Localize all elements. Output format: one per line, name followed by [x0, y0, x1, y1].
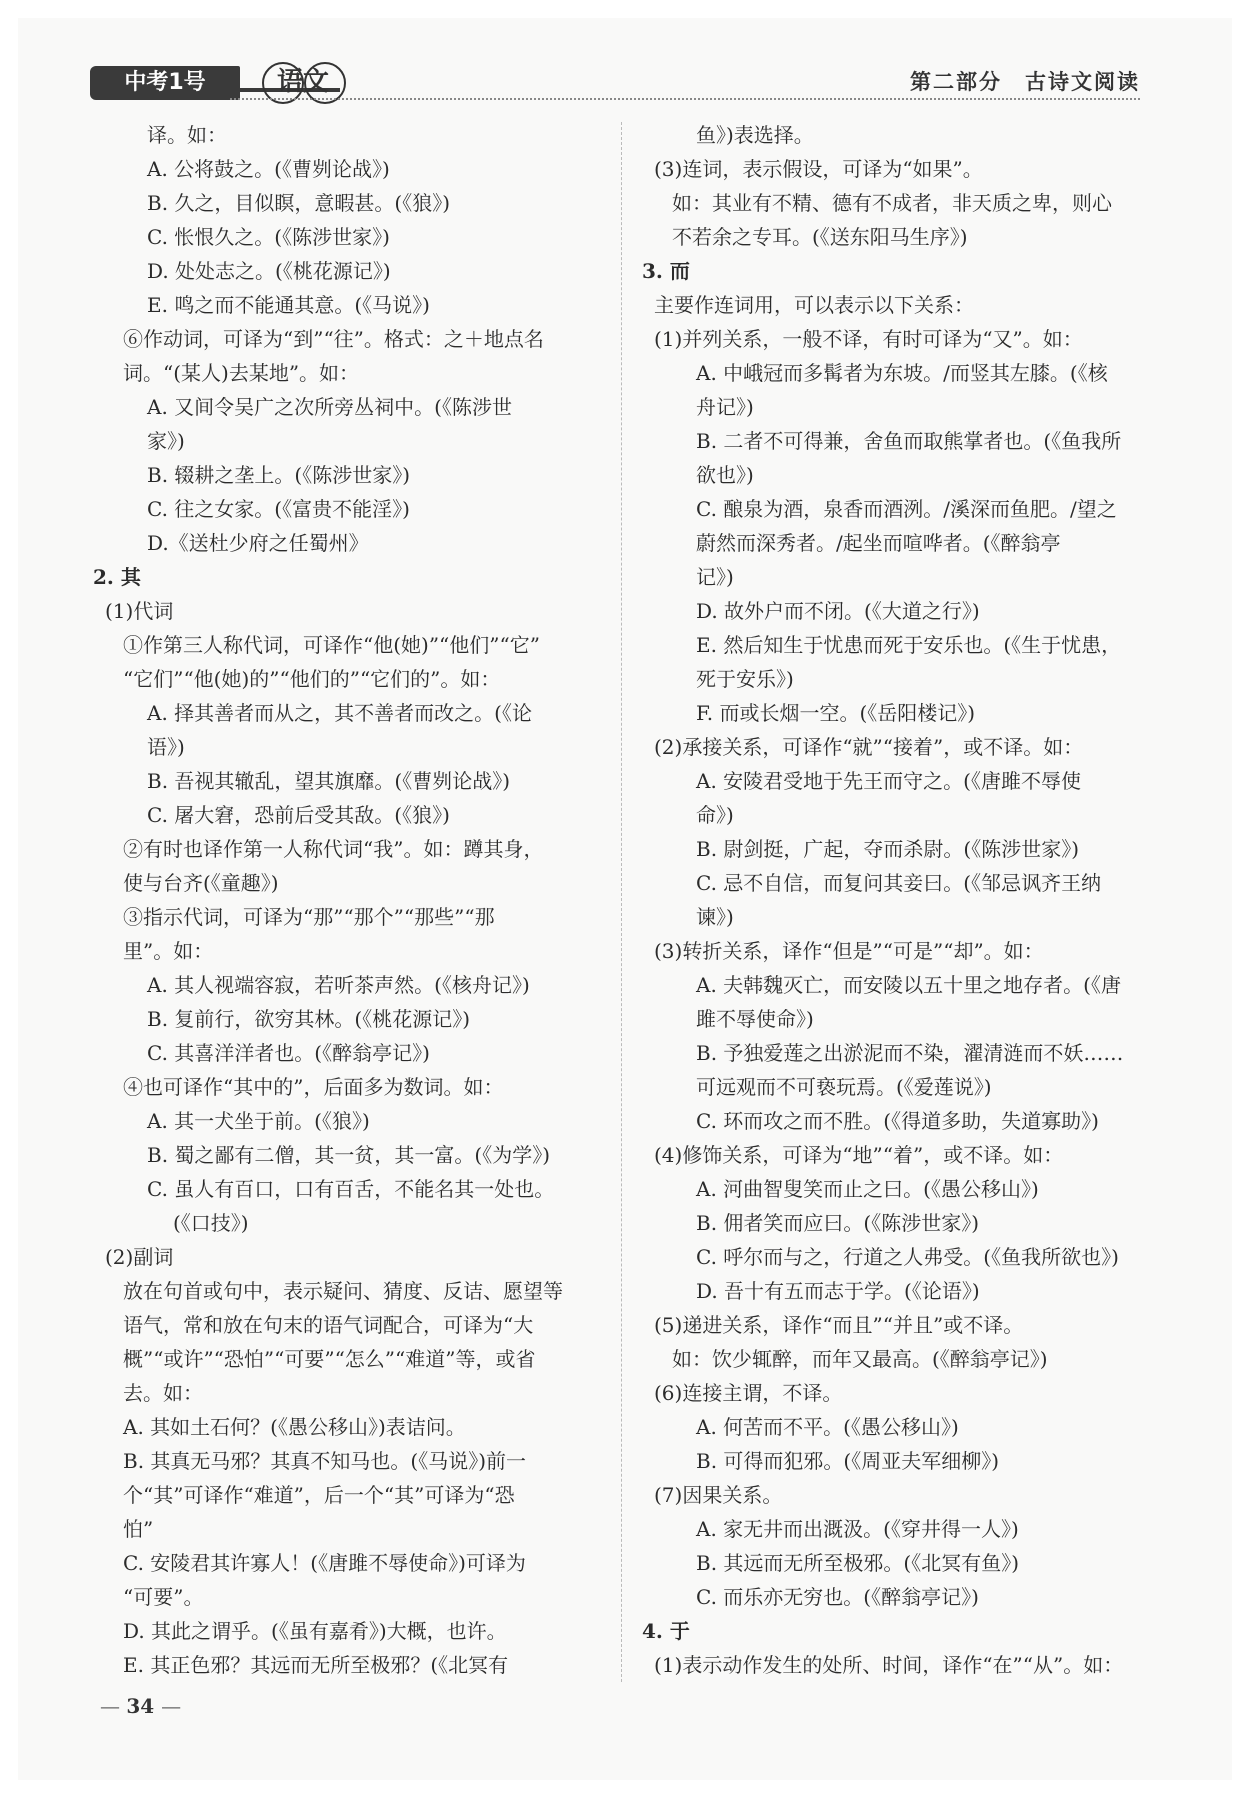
text-line: E. 然后知生于忧患而死于安乐也。(《生于忧患，	[696, 633, 1122, 657]
text-line: 蔚然而深秀者。/起坐而喧哗者。(《醉翁亭	[696, 531, 1061, 555]
text-line: A. 择其善者而从之，其不善者而改之。(《论	[147, 701, 532, 725]
header-dotted-rule	[230, 98, 1140, 100]
text-line: D. 其此之谓乎。(《虽有嘉肴》)大概，也许。	[123, 1619, 507, 1643]
text-line: C. 环而攻之而不胜。(《得道多助，失道寡助》)	[696, 1109, 1099, 1133]
text-line: 3. 而	[642, 259, 690, 283]
text-line: “可要”。	[123, 1585, 204, 1609]
text-line: B. 二者不可得兼，舍鱼而取熊掌者也。(《鱼我所	[696, 429, 1122, 453]
footer-dash: —	[100, 1694, 127, 1718]
column-divider	[621, 122, 622, 1682]
text-line: B. 复前行，欲穷其林。(《桃花源记》)	[147, 1007, 471, 1031]
text-line: (《口技》)	[173, 1211, 249, 1235]
page-header	[90, 60, 1140, 110]
text-line: ③指示代词，可译为“那”“那个”“那些”“那	[123, 905, 495, 929]
text-line: 雎不辱使命》)	[696, 1007, 814, 1031]
text-line: E. 其正色邪？其远而无所至极邪？(《北冥有	[123, 1653, 509, 1677]
text-line: 不若余之专耳。(《送东阳马生序》)	[672, 225, 968, 249]
text-line: B. 其远而无所至极邪。(《北冥有鱼》)	[696, 1551, 1020, 1575]
text-line: 2. 其	[93, 565, 141, 589]
text-line: 使与台齐(《童趣》)	[123, 871, 279, 895]
text-line: B. 其真无马邪？其真不知马也。(《马说》)前一	[123, 1449, 527, 1473]
text-line: C. 而乐亦无穷也。(《醉翁亭记》)	[696, 1585, 979, 1609]
text-line: F. 而或长烟一空。(《岳阳楼记》)	[696, 701, 976, 725]
text-line: A. 家无井而出溉汲。(《穿井得一人》)	[696, 1517, 1019, 1541]
subject-title: 语文	[276, 67, 329, 97]
text-line: C. 屠大窘，恐前后受其敌。(《狼》)	[147, 803, 450, 827]
text-line: (3)转折关系，译作“但是”“可是”“却”。如：	[654, 939, 1044, 963]
text-line: 放在句首或句中，表示疑问、猜度、反诘、愿望等	[123, 1279, 563, 1303]
text-line: 主要作连词用，可以表示以下关系：	[654, 293, 974, 317]
text-line: C. 怅恨久之。(《陈涉世家》)	[147, 225, 390, 249]
text-line: A. 何苦而不平。(《愚公移山》)	[696, 1415, 959, 1439]
brand-label: 中考1号	[90, 66, 240, 100]
text-line: B. 辍耕之垄上。(《陈涉世家》)	[147, 463, 411, 487]
text-line: ⑥作动词，可译为“到”“往”。格式：之＋地点名	[123, 327, 544, 351]
text-line: 如：其业有不精、德有不成者，非天质之卑，则心	[672, 191, 1112, 215]
text-line: A. 其如土石何？(《愚公移山》)表诘问。	[123, 1415, 466, 1439]
text-line: (4)修饰关系，可译为“地”“着”，或不译。如：	[654, 1143, 1064, 1167]
text-line: 词。“(某人)去某地”。如：	[123, 361, 360, 385]
text-line: C. 安陵君其许寡人！(《唐雎不辱使命》)可译为	[123, 1551, 526, 1575]
text-line: D. 处处志之。(《桃花源记》)	[147, 259, 391, 283]
right-column	[642, 118, 1147, 1682]
text-line: D. 吾十有五而志于学。(《论语》)	[696, 1279, 980, 1303]
text-line: 死于安乐》)	[696, 667, 794, 691]
section-title: 第二部分 古诗文阅读	[910, 70, 1140, 94]
text-line: A. 公将鼓之。(《曹刿论战》)	[147, 157, 390, 181]
text-line: A. 河曲智叟笑而止之曰。(《愚公移山》)	[696, 1177, 1039, 1201]
text-line: “它们”“他(她)的”“他们的”“它们的”。如：	[123, 667, 501, 691]
text-line: ②有时也译作第一人称代词“我”。如：蹲其身，	[123, 837, 544, 861]
text-line: 去。如：	[123, 1381, 203, 1405]
page-footer	[100, 1694, 181, 1718]
text-line: 命》)	[696, 803, 734, 827]
text-line: A. 夫韩魏灭亡，而安陵以五十里之地存者。(《唐	[696, 973, 1121, 997]
text-line: (5)递进关系，译作“而且”“并且”或不译。	[654, 1313, 1024, 1337]
text-line: (2)副词	[105, 1245, 174, 1269]
text-line: A. 安陵君受地于先王而守之。(《唐雎不辱使	[696, 769, 1081, 793]
text-line: 舟记》)	[696, 395, 754, 419]
text-line: B. 佣者笑而应曰。(《陈涉世家》)	[696, 1211, 980, 1235]
footer-dash: —	[161, 1694, 182, 1718]
text-line: C. 酿泉为酒，泉香而酒洌。/溪深而鱼肥。/望之	[696, 497, 1117, 521]
text-line: 译。如：	[147, 123, 227, 147]
text-line: 谏》)	[696, 905, 734, 929]
text-line: 概”“或许”“恐怕”“可要”“怎么”“难道”等，或省	[123, 1347, 536, 1371]
text-line: B. 久之，目似瞑，意暇甚。(《狼》)	[147, 191, 451, 215]
text-line: ①作第三人称代词，可译作“他(她)”“他们”“它”	[123, 633, 540, 657]
left-column	[93, 118, 601, 1682]
text-line: (2)承接关系，可译作“就”“接着”，或不译。如：	[654, 735, 1084, 759]
text-line: B. 蜀之鄙有二僧，其一贫，其一富。(《为学》)	[147, 1143, 551, 1167]
text-line: A. 其人视端容寂，若听茶声然。(《核舟记》)	[147, 973, 530, 997]
text-line: (6)连接主谓，不译。	[654, 1381, 843, 1405]
page-number: 34	[126, 1694, 155, 1718]
text-line: C. 呼尔而与之，行道之人弗受。(《鱼我所欲也》)	[696, 1245, 1119, 1269]
text-line: 怕”	[123, 1517, 154, 1541]
text-line: 记》)	[696, 565, 734, 589]
text-line: 欲也》)	[696, 463, 754, 487]
text-line: A. 又间令吴广之次所旁丛祠中。(《陈涉世	[147, 395, 512, 419]
text-line: B. 予独爱莲之出淤泥而不染，濯清涟而不妖……	[696, 1041, 1124, 1065]
text-line: 个“其”可译作“难道”，后一个“其”可译为“恐	[123, 1483, 515, 1507]
text-line: (3)连词，表示假设，可译为“如果”。	[654, 157, 983, 181]
text-line: 如：饮少辄醉，而年又最高。(《醉翁亭记》)	[672, 1347, 1048, 1371]
text-line: (1)并列关系，一般不译，有时可译为“又”。如：	[654, 327, 1083, 351]
text-line: 里”。如：	[123, 939, 214, 963]
text-line: C. 其喜洋洋者也。(《醉翁亭记》)	[147, 1041, 430, 1065]
text-line: C. 忌不自信，而复问其妾曰。(《邹忌讽齐王纳	[696, 871, 1102, 895]
text-line: A. 中峨冠而多髯者为东坡。/而竖其左膝。(《核	[696, 361, 1108, 385]
text-line: 鱼》)表选择。	[696, 123, 814, 147]
text-line: 家》)	[147, 429, 185, 453]
text-line: C. 往之女家。(《富贵不能淫》)	[147, 497, 410, 521]
text-line: D. 故外户而不闭。(《大道之行》)	[696, 599, 980, 623]
text-line: B. 可得而犯邪。(《周亚夫军细柳》)	[696, 1449, 1000, 1473]
text-line: 可远观而不可亵玩焉。(《爱莲说》)	[696, 1075, 992, 1099]
text-line: 4. 于	[642, 1619, 690, 1643]
text-line: 语气，常和放在句末的语气词配合，可译为“大	[123, 1313, 534, 1337]
text-line: A. 其一犬坐于前。(《狼》)	[147, 1109, 370, 1133]
text-line: (1)代词	[105, 599, 174, 623]
text-line: E. 鸣之而不能通其意。(《马说》)	[147, 293, 430, 317]
text-line: (1)表示动作发生的处所、时间，译作“在”“从”。如：	[654, 1653, 1124, 1677]
text-line: D.《送杜少府之任蜀州》	[147, 531, 369, 555]
text-line: (7)因果关系。	[654, 1483, 783, 1507]
text-line: C. 虽人有百口，口有百舌，不能名其一处也。	[147, 1177, 555, 1201]
text-line: 语》)	[147, 735, 185, 759]
text-line: B. 尉剑挺，广起，夺而杀尉。(《陈涉世家》)	[696, 837, 1080, 861]
text-line: ④也可译作“其中的”，后面多为数词。如：	[123, 1075, 504, 1099]
text-line: B. 吾视其辙乱，望其旗靡。(《曹刿论战》)	[147, 769, 511, 793]
